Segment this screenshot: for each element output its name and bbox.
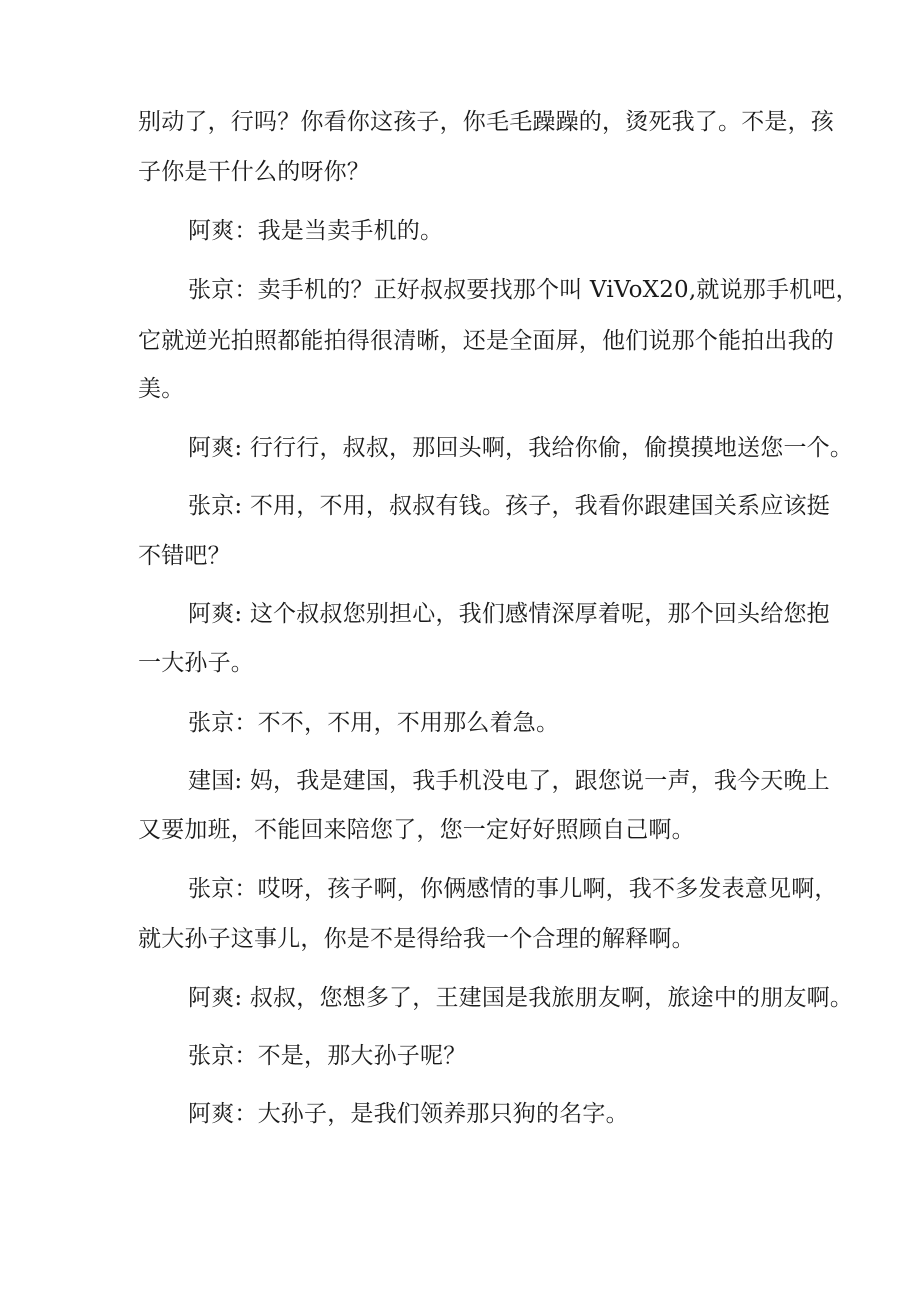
text-line: 别动了，行吗？你看你这孩子，你毛毛躁躁的，烫死我了。不是，孩 (138, 109, 834, 135)
text-line: 阿爽：我是当卖手机的。 (188, 218, 444, 244)
text-line: 建国: 妈，我是建国，我手机没电了，跟您说一声，我今天晚上 (188, 768, 830, 794)
text-line: 张京：卖手机的？正好叔叔要找那个叫 ViVoX20,就说那手机吧， (188, 277, 859, 303)
text-line: 美。 (138, 376, 185, 402)
text-line: 张京：不是，那大孙子呢？ (188, 1043, 467, 1069)
text-line: 一大孙子。 (138, 650, 254, 676)
text-line: 不错吧？ (138, 543, 231, 569)
text-line: 阿爽: 这个叔叔您别担心，我们感情深厚着呢，那个回头给您抱 (188, 601, 830, 627)
text-line: 它就逆光拍照都能拍得很清晰，还是全面屏，他们说那个能拍出我的 (138, 328, 834, 354)
text-line: 就大孙子这事儿，你是不是得给我一个合理的解释啊。 (138, 926, 695, 952)
text-line: 又要加班，不能回来陪您了，您一定好好照顾自己啊。 (138, 817, 695, 843)
text-line: 张京: 不用，不用，叔叔有钱。孩子，我看你跟建国关系应该挺 (188, 493, 830, 519)
text-line: 阿爽：大孙子，是我们领养那只狗的名字。 (188, 1101, 629, 1127)
text-line: 子你是干什么的呀你？ (138, 159, 370, 185)
text-line: 张京：哎呀，孩子啊，你俩感情的事儿啊，我不多发表意见啊， (188, 876, 838, 902)
text-line: 阿爽: 行行行，叔叔，那回头啊，我给你偷，偷摸摸地送您一个。 (188, 435, 854, 461)
text-line: 阿爽: 叔叔，您想多了，王建国是我旅朋友啊，旅途中的朋友啊。 (188, 985, 854, 1011)
text-line: 张京：不不，不用，不用那么着急。 (188, 710, 560, 736)
